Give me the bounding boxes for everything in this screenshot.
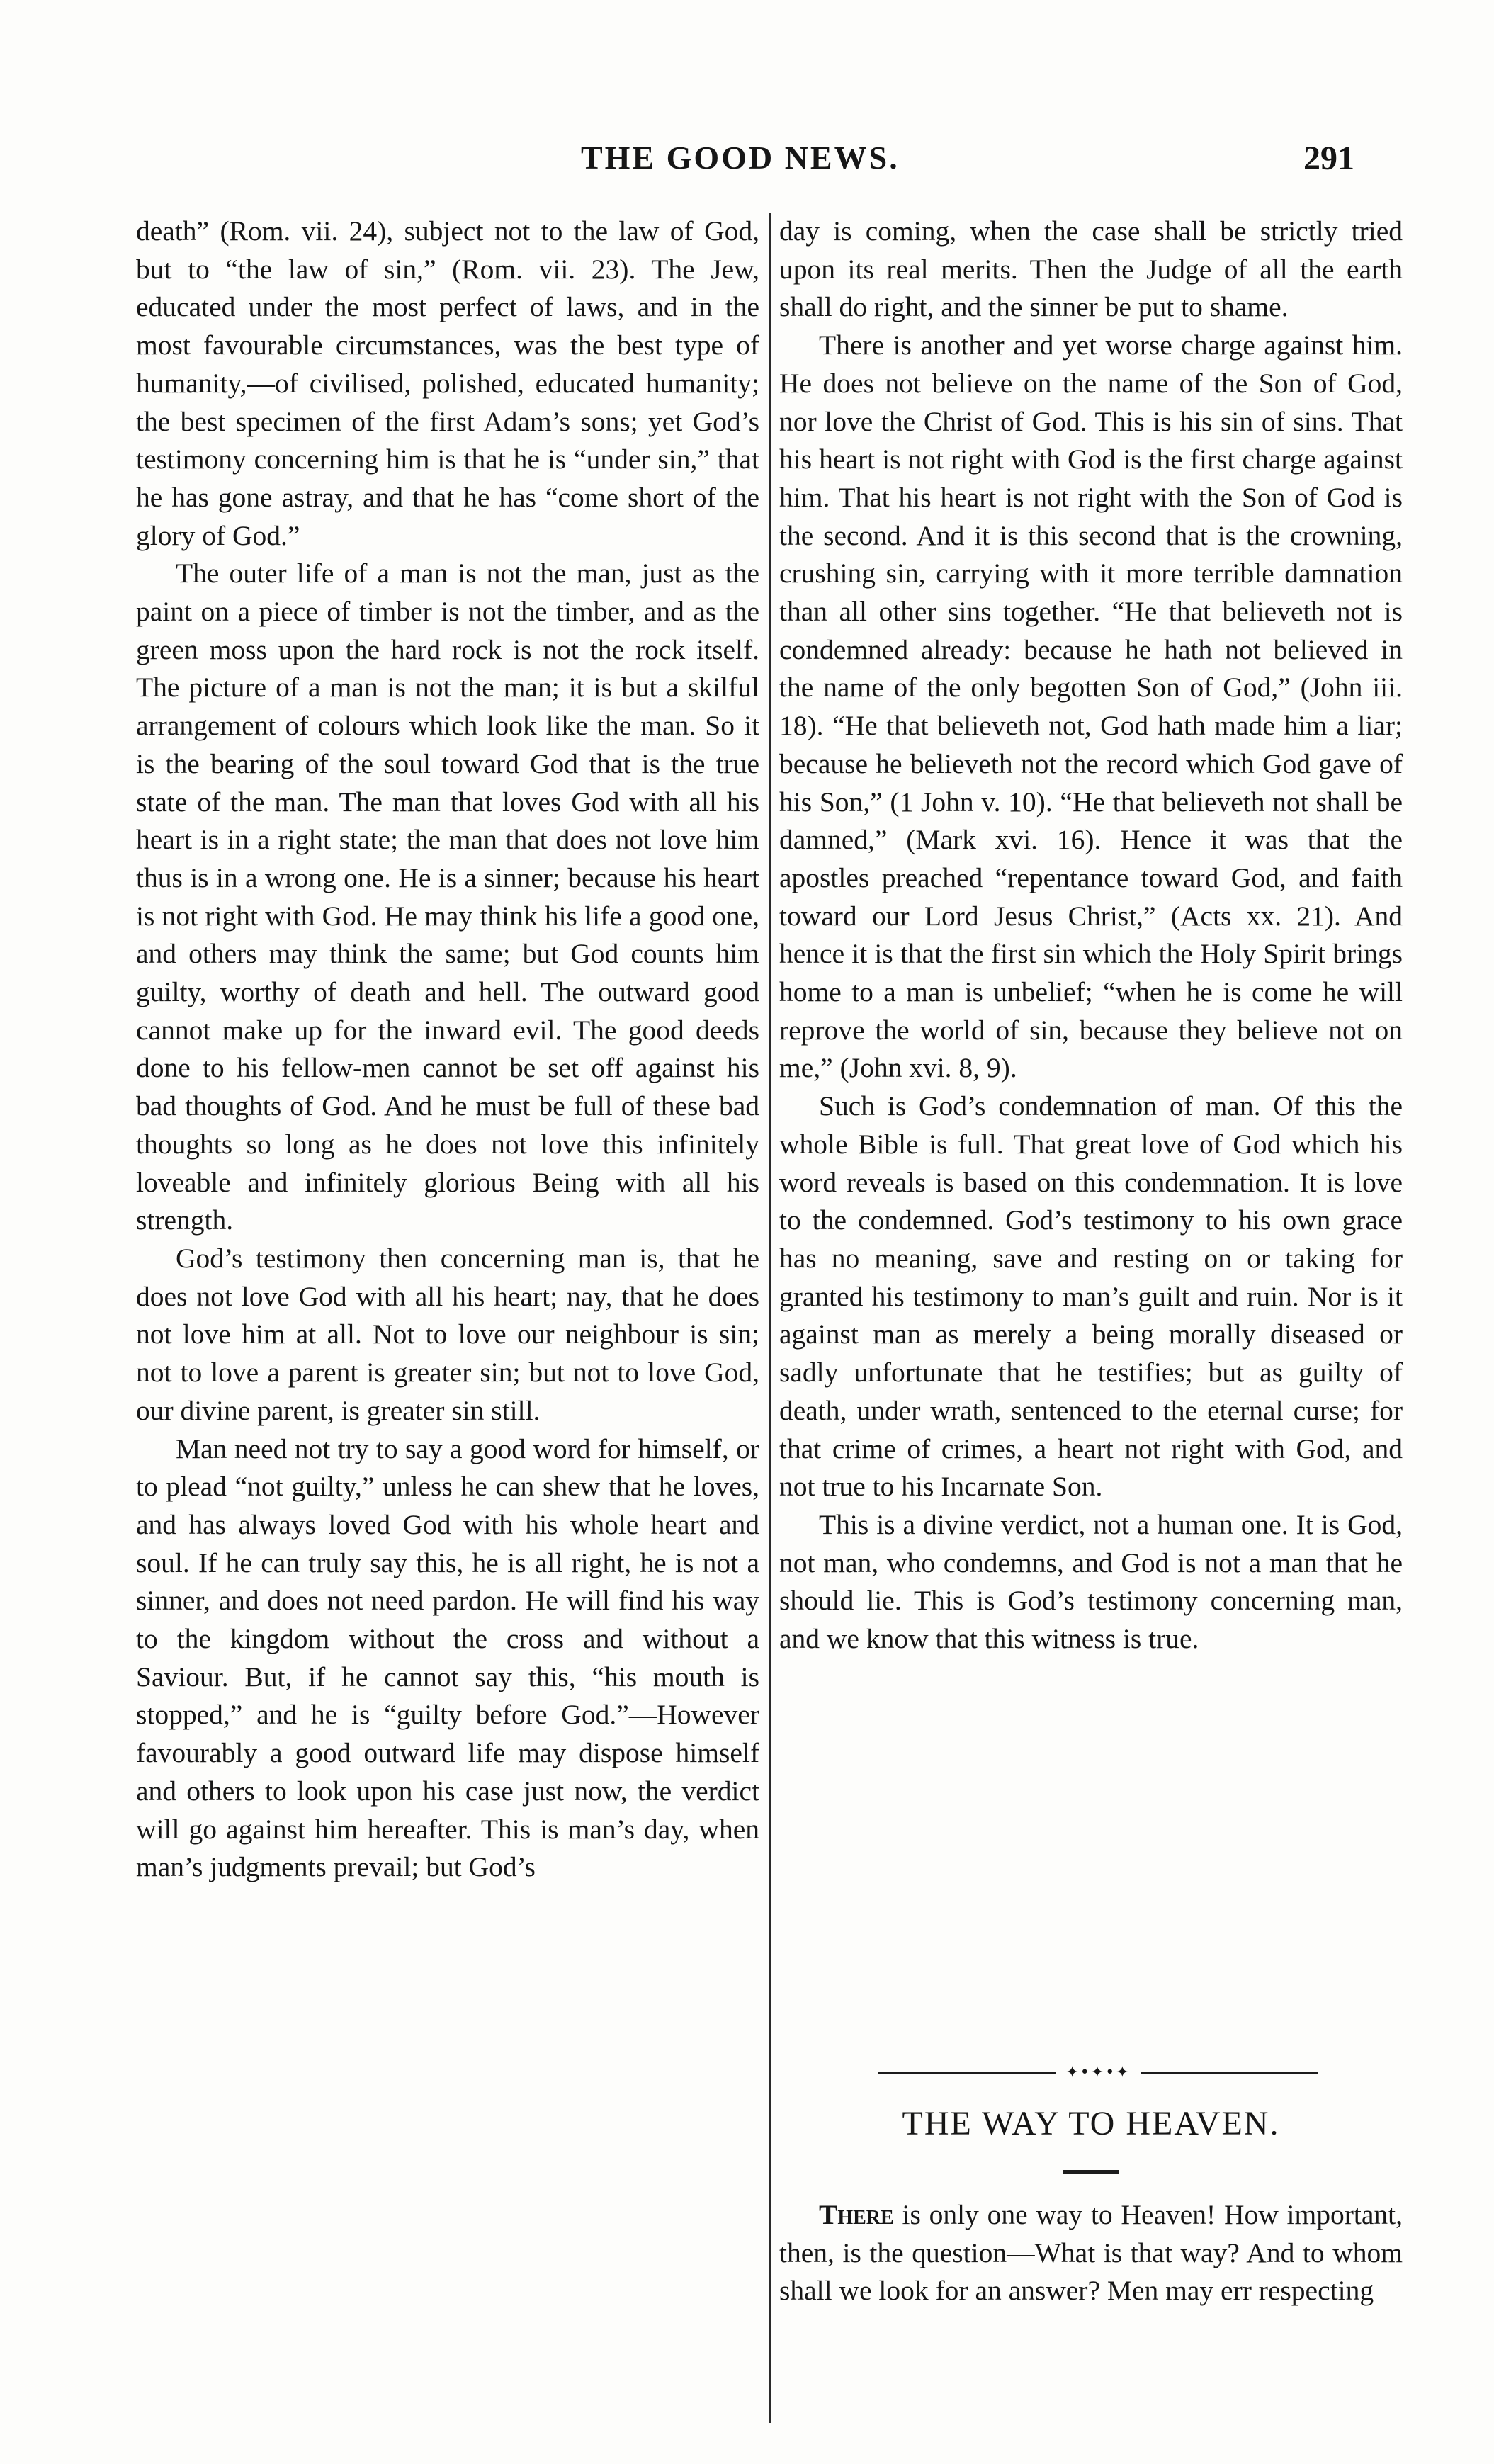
running-head [0,139,1494,188]
right-paragraph-4: This is a divine verdict, not a human one. It is God, not man, who condemns, and God is not a man that he should lie. This is God’s testimony concerning man, and we know that this witness is true. [779,1508,1403,1655]
section-title-rule [1063,2170,1119,2174]
section-title: THE WAY TO HEAVEN. [902,2105,1280,2142]
section-lead-word: There [819,2199,894,2230]
ornament-line-right [1141,2072,1318,2074]
right-paragraph-3: Such is God’s condemnation of man. Of this the whole Bible is full. That great love of God which his word reveals is based on this condemnation. It is love to the condemned. God’s testimony to his own grace has no meaning, save and resting on or taking for granted his testimony to man’s guilt and ruin. Nor is it against man as merely a being morally diseased or sadly unfortunate that he testifies; but as guilty of death, under wrath, sentenced to the eternal curse; for that crime of crimes, a heart not right with God, and not true to his Incarnate Son. [779,1090,1403,1503]
page-number: 291 [1303,140,1354,177]
section-ornament [878,2064,1318,2081]
left-paragraph-2: The outer life of a man is not the man, just as the paint on a piece of timber is not the timber, and as the green moss upon the hard rock is not the rock itself. The picture of a man is not the man; it is but a skilful arrangement of colours which look like the man. So it is the bearing of the soul toward God that is the true state of the man. The man that loves God with all his heart is in a right state; the man that does not love him thus is in a wrong one. He is a sinner; because his heart is not right with God. He may think his life a good one, and others may think the same; but God counts him guilty, worthy of death and hell. The outward good cannot make up for the inward evil. The good deeds done to his fellow-men cannot be set off against his bad thoughts of God. And he must be full of these bad thoughts so long as he does not love this infinitely loveable and infinitely glorious Being with all his strength. [136,558,759,1236]
right-paragraph-1: day is coming, when the case shall be strictly tried upon its real merits. Then the Judge of all the earth shall do right, and the sinner be put to shame. [779,215,1403,323]
left-paragraph-3: God’s testimony then concerning man is, that he does not love God with all his heart; nay, that he does not love him at all. Not to love our neighbour is sin; not to love a parent is greater sin; but not to love God, our divine parent, is greater sin still. [136,1242,759,1426]
left-paragraph-1: death” (Rom. vii. 24), subject not to the law of God, but to “the law of sin,” (Rom. vii. 23). The Jew, educated under the most perfect of laws, and in the most favourable circumstances, was the best type of humanity,—of civilised, polished, educated humanity; the best specimen of the first Adam’s sons; yet God’s testimony concerning him is that he is “under sin,” that he has gone astray, and that he has “come short of the glory of God.” [136,215,759,551]
ornament-glyphs: ✦•✦•✦ [1065,2064,1131,2081]
running-title: THE GOOD NEWS. [581,140,900,176]
ornament-line-left [878,2072,1056,2074]
section-opening [779,2196,1403,2310]
right-paragraph-2: There is another and yet worse charge against him. He does not believe on the name of the Son of God, nor love the Christ of God. This is his sin of sins. That his heart is not right with God is the first charge against him. That his heart is not right with the Son of God is the second. And it is this second that is the crowning, crushing sin, carrying with it more terrible damnation than all other sins together. “He that believeth not is condemned already: because he hath not believed in the name of the only begotten Son of God,” (John iii. 18). “He that believeth not, God hath made him a liar; because he believeth not the record which God gave of his Son,” (1 John v. 10). “He that believeth not shall be damned,” (Mark xvi. 16). Hence it was that the apostles preached “repentance toward God, and faith toward our Lord Jesus Christ,” (Acts xx. 21). And hence it is that the first sin which the Holy Spirit brings home to a man is unbelief; “when he is come he will reprove the world of sin, because they believe not on me,” (John xvi. 8, 9). [779,329,1403,1084]
left-column [136,213,759,1887]
section-opening-text: is only one way to Heaven! How important, then, is the question—What is that way? And to whom shall we look for an answer? Men may err respecting [779,2199,1403,2307]
column-divider [769,213,771,2423]
section-opening-paragraph [779,2196,1403,2310]
right-column [779,213,1403,1658]
left-paragraph-4: Man need not try to say a good word for himself, or to plead “not guilty,” unless he can shew that he loves, and has always loved God with his whole heart and soul. If he can truly say this, he is all right, he is not a sinner, and does not need pardon. He will find his way to the kingdom without the cross and without a Saviour. But, if he cannot say this, “his mouth is stopped,” and he is “guilty before God.”—However favourably a good outward life may dispose himself and others to look upon his case just now, the verdict will go against him hereafter. This is man’s day, when man’s judgments prevail; but God’s [136,1432,759,1883]
